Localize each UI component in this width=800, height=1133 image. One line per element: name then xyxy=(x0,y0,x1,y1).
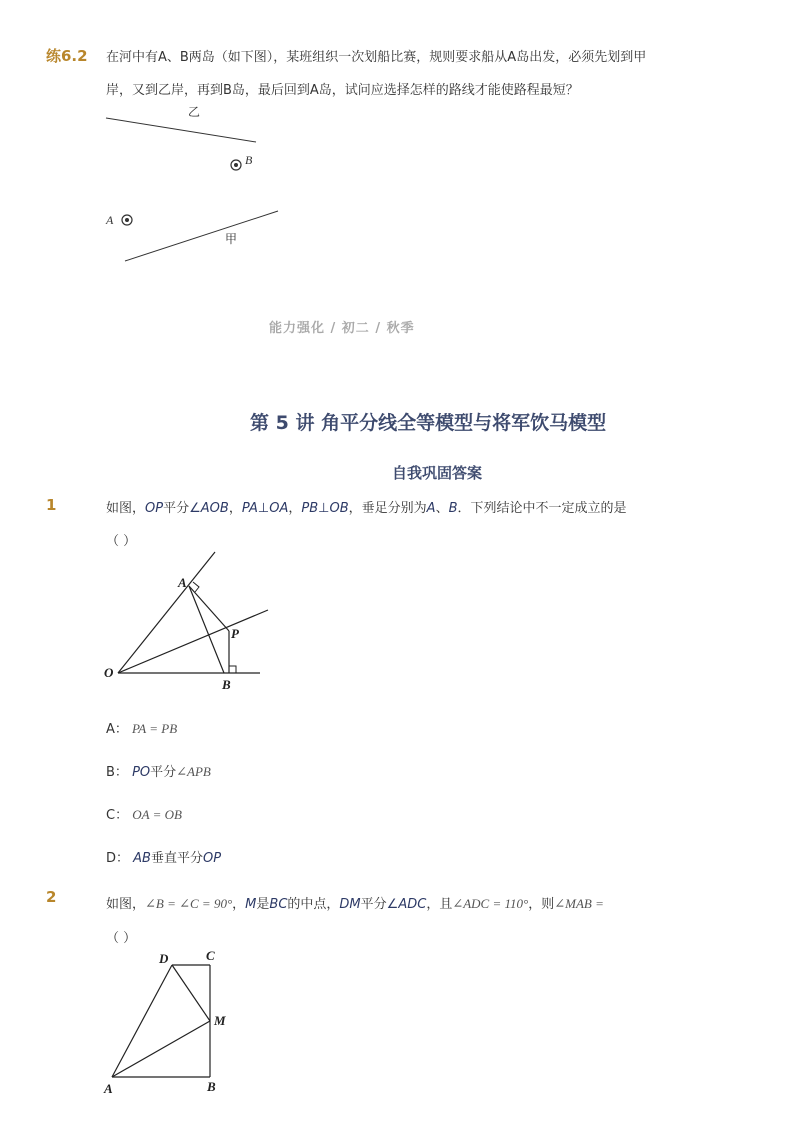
right-angle-mark-a xyxy=(193,582,199,592)
ray-oa xyxy=(118,552,215,673)
island-a-dot xyxy=(125,218,129,222)
question-1-answer-bracket: （ ） xyxy=(106,534,137,549)
section-subtitle: 自我巩固答案 xyxy=(392,464,483,482)
exercise-label: 练6.2 xyxy=(46,47,88,65)
bank-jia-line xyxy=(125,211,278,261)
question-2-answer-bracket: （ ） xyxy=(106,931,137,946)
label-b: B xyxy=(245,153,253,167)
exercise-text-line1: 在河中有A、B两岛（如下图），某班组织一次划船比赛，规则要求船从A岛出发，必须先划到甲 xyxy=(106,50,647,65)
label-a: A xyxy=(106,213,114,227)
question-1-stem: 如图，OP平分∠AOB，PA⊥OA，PB⊥OB，垂足分别为A、B．下列结论中不一定成立的是 xyxy=(106,501,627,516)
right-angle-mark-b xyxy=(229,666,236,673)
label-b: B xyxy=(222,677,231,692)
label-a: A xyxy=(178,575,187,590)
island-b-dot xyxy=(234,163,238,167)
option-a[interactable]: A： PA = PB xyxy=(106,721,178,737)
label-d: D xyxy=(159,951,169,966)
river-islands-figure xyxy=(100,100,300,270)
ray-op xyxy=(118,610,268,673)
exercise-text-line2: 岸，又到乙岸，再到B岛，最后回到A岛，试问应选择怎样的路线才能使路程最短？ xyxy=(106,83,579,98)
chapter-title: 第 5 讲 角平分线全等模型与将军饮马模型 xyxy=(250,412,607,434)
label-c: C xyxy=(206,948,215,963)
label-p: P xyxy=(231,626,239,641)
label-a: A xyxy=(104,1081,113,1096)
label-yi: 乙 xyxy=(188,105,201,119)
option-c[interactable]: C： OA = OB xyxy=(106,807,182,823)
angle-bisector-figure xyxy=(100,550,280,695)
option-b[interactable]: B： PO平分∠APB xyxy=(106,764,211,780)
label-m: M xyxy=(214,1013,226,1028)
label-jia: 甲 xyxy=(225,232,238,246)
label-o: O xyxy=(104,665,114,680)
trapezoid-figure xyxy=(100,945,240,1100)
page-footer: 能力强化 / 初二 / 秋季 xyxy=(269,321,415,336)
question-2-stem: 如图，∠B = ∠C = 90°，M是BC的中点，DM平分∠ADC，且∠ADC = 110°，则∠MAB = xyxy=(106,896,604,912)
segment-ap xyxy=(189,586,229,631)
segment-ab xyxy=(189,586,224,673)
segment-dm xyxy=(172,965,210,1021)
bank-yi-line xyxy=(106,118,256,142)
option-d[interactable]: D： AB垂直平分OP xyxy=(106,851,222,866)
label-b: B xyxy=(207,1079,216,1094)
question-1-number: 1 xyxy=(46,496,57,514)
question-2-number: 2 xyxy=(46,888,57,906)
